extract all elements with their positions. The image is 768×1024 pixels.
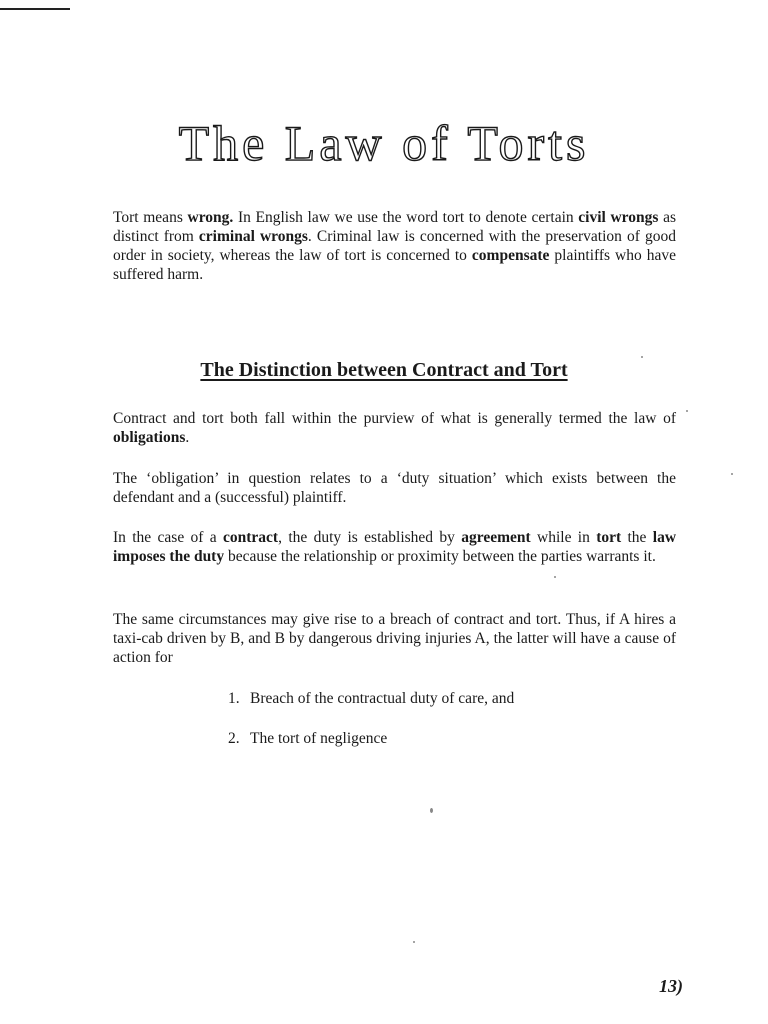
scan-speck: [686, 410, 688, 412]
list-item: [228, 690, 514, 708]
bold-term: contract: [223, 529, 279, 546]
bold-term: civil wrongs: [578, 209, 659, 226]
bold-term: criminal wrongs: [198, 228, 308, 245]
bold-term: obligations: [113, 429, 186, 446]
paragraph-contract-vs-tort: In the case of a contract, the duty is established by agreement while in tort the law imposes the duty because the relationship or proximity between the parties warrants it.: [113, 529, 677, 565]
page-number: 13): [659, 976, 683, 996]
list-text: Breach of the contractual duty of care, and: [250, 690, 515, 707]
bold-term: law imposes the duty: [113, 529, 677, 565]
scan-speck: [430, 808, 433, 813]
page-title: The Law of Torts: [178, 115, 590, 171]
list-item: [228, 730, 387, 748]
scan-speck: [731, 473, 733, 475]
top-rule: [0, 8, 70, 10]
paragraph-example: The same circumstances may give rise to a breach of contract and tort. Thus, if A hires a taxi-cab driven by B, and B by dangerous driving injuries A, the latter will have a cause of action for: [113, 611, 676, 666]
bold-term: tort: [596, 529, 622, 546]
list-number: 1.: [228, 690, 240, 707]
section-heading: The Distinction between Contract and Tort: [200, 359, 568, 381]
paragraph-duty-situation: The ‘obligation’ in question relates to a ‘duty situation’ which exists between the defendant and a (successful) plaintiff.: [113, 470, 676, 506]
bold-term: agreement: [461, 529, 531, 546]
bold-term: wrong.: [187, 209, 234, 226]
list-number: 2.: [228, 730, 240, 747]
bold-term: compensate: [471, 247, 550, 264]
scan-speck: [413, 941, 415, 943]
scan-speck: [554, 576, 556, 578]
scan-speck: [641, 356, 643, 358]
paragraph-obligations: Contract and tort both fall within the purview of what is generally termed the law of obligations.: [113, 410, 676, 446]
intro-paragraph: Tort means wrong. In English law we use the word tort to denote certain civil wrongs as distinct from criminal wrongs. Criminal law is concerned with the preservation of good order in society, whereas the law of tort is concerned to compensate plaintiffs who have suffered harm.: [113, 209, 676, 283]
list-text: The tort of negligence: [250, 730, 388, 747]
